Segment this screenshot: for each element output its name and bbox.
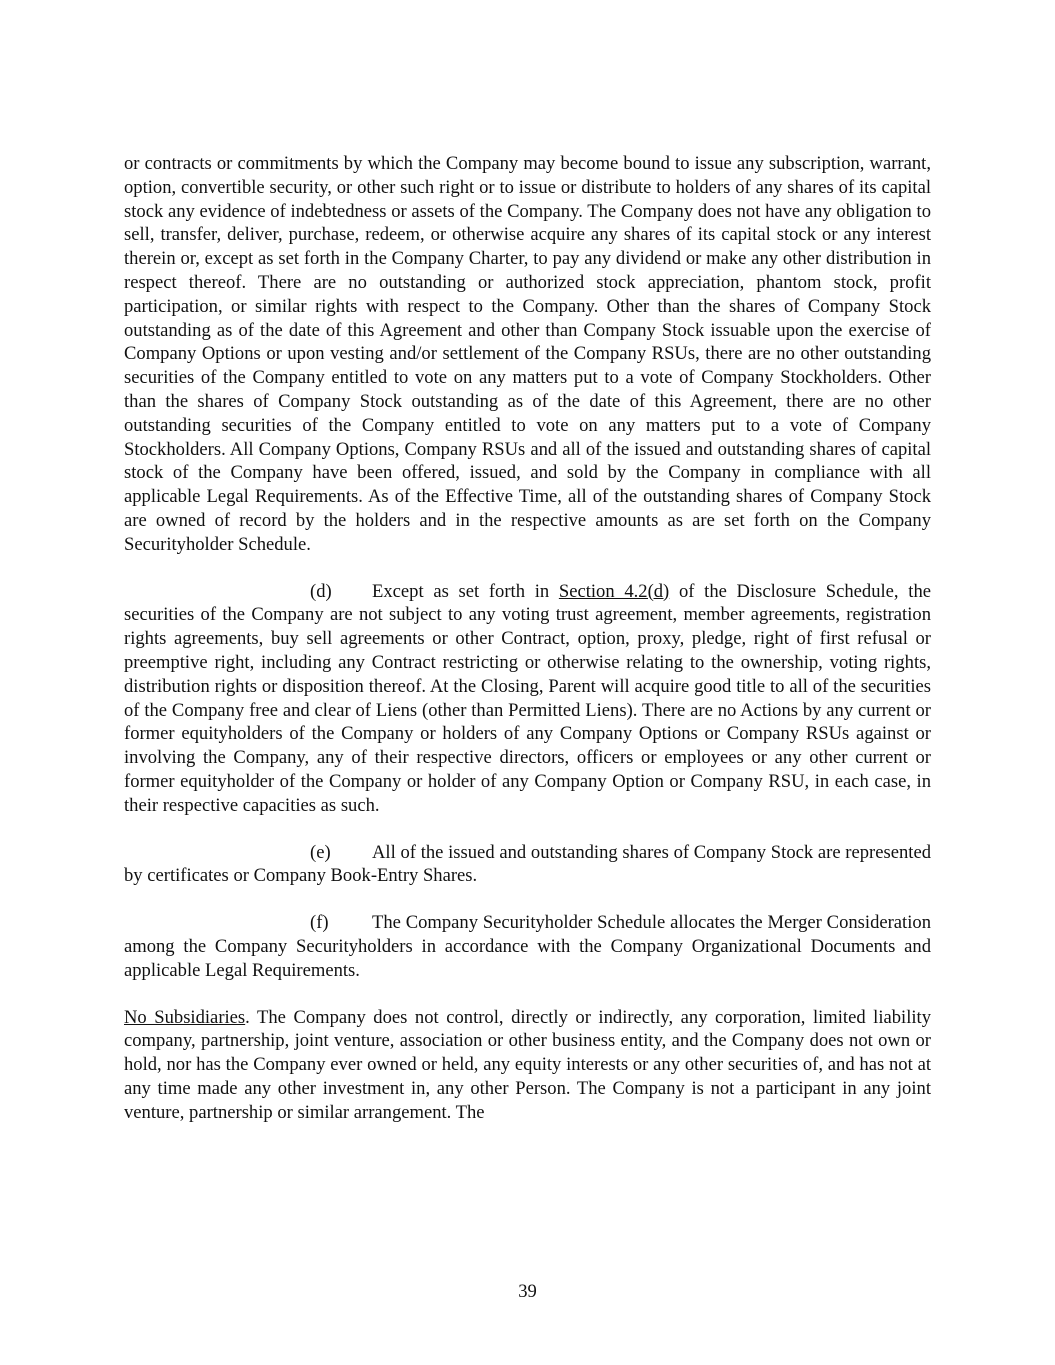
page-number: 39 — [518, 1281, 537, 1302]
section-f-label: (f) — [310, 912, 329, 934]
section-d-paragraph — [124, 580, 931, 818]
section-d-text-before: Except as set forth in — [372, 580, 559, 602]
document-page — [124, 152, 931, 1124]
paragraph-spacer — [124, 888, 931, 911]
section-4-2-d-link[interactable]: Section 4.2(d) — [558, 580, 670, 602]
section-d-text-after: of the Disclosure Schedule, the securities of the Company are not subject to any voting trust agreement, member agreements, registration rights agreements, buy sell agreements or other Contract, option, proxy, pledge, right of first refusal or preemptive right, including any Contract restricting or otherwise relating to the ownership, voting rights, distribution rights or disposition thereof. At the Closing, Parent will acquire good title to all of the securities of the Company free and clear of Liens (other than Permitted Liens). There are no Actions by any current or former equityholders of the Company or holders of any Company Options or Company RSUs against or involving the Company, any of their respective directors, officers or employees or any other current or former equityholder of the Company or holder of any Company Option or Company RSU, in each case, in their respective capacities as such. — [124, 580, 931, 816]
no-subsidiaries-paragraph — [124, 1006, 931, 1125]
paragraph-spacer — [124, 818, 931, 841]
section-d-label: (d) — [310, 580, 332, 602]
paragraph-spacer — [124, 983, 931, 1006]
intro-paragraph: or contracts or commitments by which the Company may become bound to issue any subscription, warrant, option, convertible security, or other such right or to issue or distribute to holders of any shares of its capital stock any evidence of indebtedness or assets of the Company. The Company does not have any obligation to sell, transfer, deliver, purchase, redeem, or otherwise acquire any shares of its capital stock or any interest therein or, except as set forth in the Company Charter, to pay any dividend or make any other distribution in respect thereof. There are no outstanding or authorized stock appreciation, phantom stock, profit participation, or similar rights with respect to the Company. Other than the shares of Company Stock outstanding as of the date of this Agreement and other than Company Stock issuable upon the exercise of Company Options or upon vesting and/or settlement of the Company RSUs, there are no other outstanding securities of the Company entitled to vote on any matters put to a vote of Company Stockholders. Other than the shares of Company Stock outstanding as of the date of this Agreement, there are no other outstanding securities of the Company entitled to vote on any matters put to a vote of Company Stockholders. All Company Options, Company RSUs and all of the issued and outstanding shares of capital stock of the Company have been offered, issued, and sold by the Company in compliance with all applicable Legal Requirements. As of the Effective Time, all of the outstanding shares of Company Stock are owned of record by the holders and in the respective amounts as are set forth on the Company Securityholder Schedule. — [124, 153, 931, 555]
section-e-paragraph — [124, 841, 931, 889]
no-subsidiaries-heading: No Subsidiaries — [124, 1006, 246, 1028]
section-e-label: (e) — [310, 841, 331, 863]
section-e-text: All of the issued and outstanding shares of Company Stock are represented by certificates or Company Book-Entry Shares. — [124, 841, 931, 887]
no-subsidiaries-text: . The Company does not control, directly or indirectly, any corporation, limited liability company, partnership, joint venture, association or other business entity, and the Company does not own or hold, nor has the Company ever owned or held, any equity interests or any other securities of, and has not at any time made any other investment in, any other Person. The Company is not a participant in any joint venture, partnership or similar arrangement. The — [124, 1006, 931, 1123]
section-f-paragraph — [124, 911, 931, 982]
section-f-text: The Company Securityholder Schedule allocates the Merger Consideration among the Company Securityholders in accordance with the Company Organizational Documents and applicable Legal Requirements. — [124, 912, 931, 981]
paragraph-spacer — [124, 557, 931, 580]
